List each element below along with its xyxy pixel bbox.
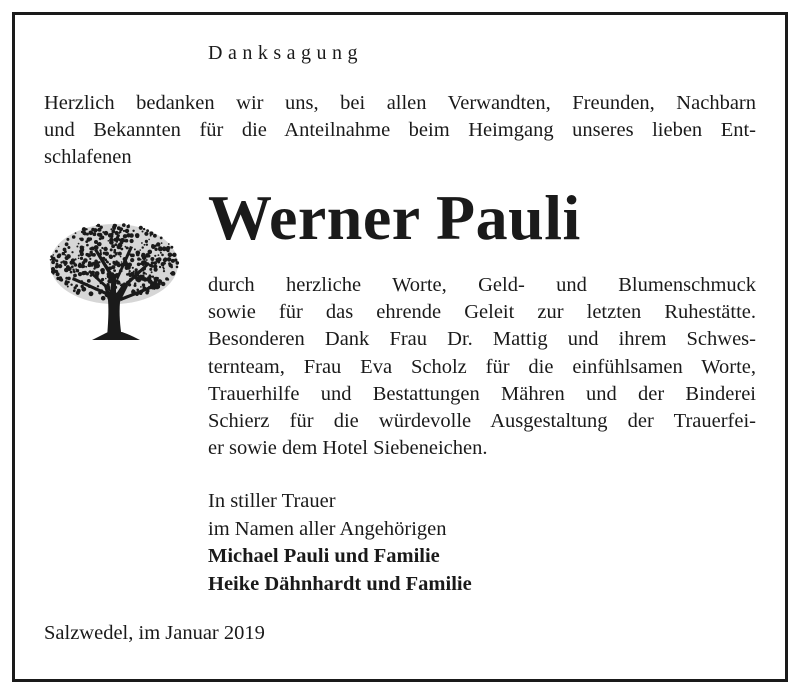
intro-paragraph	[44, 90, 756, 171]
body-line: ternteam, Frau Eva Scholz für die einfühlsamen Worte,	[208, 355, 756, 378]
body-line: er sowie dem Hotel Siebeneichen.	[208, 437, 488, 460]
family-name: Michael Pauli und Familie	[208, 545, 440, 567]
family-name: Heike Dähnhardt und Familie	[208, 572, 472, 595]
intro-line: schlafenen	[44, 146, 132, 168]
intro-line: und Bekannten für die Anteilnahme beim Heimgang unseres lieben Ent-	[44, 119, 756, 141]
closing-line: In stiller Trauer	[208, 490, 336, 512]
body-line: Besonderen Dank Frau Dr. Mattig und ihrem Schwes-	[208, 328, 756, 351]
deceased-name: Werner Pauli	[208, 182, 581, 253]
closing-line: im Namen aller Angehörigen	[208, 517, 447, 540]
place-date: Salzwedel, im Januar 2019	[44, 622, 265, 644]
body-line: Trauerhilfe und Bestattungen Mähren und der Binderei	[208, 382, 756, 405]
body-line: Schierz für die würdevolle Ausgestaltung der Trauerfei-	[208, 410, 756, 433]
body-line: durch herzliche Worte, Geld- und Blumenschmuck	[208, 274, 756, 296]
closing-block	[208, 488, 472, 598]
tree-icon	[44, 216, 184, 346]
body-paragraph	[208, 272, 756, 462]
body-line: sowie für das ehrende Geleit zur letzten Ruhestätte.	[208, 301, 756, 324]
notice-heading: Danksagung	[208, 42, 363, 64]
intro-line: Herzlich bedanken wir uns, bei allen Verwandten, Freunden, Nachbarn	[44, 92, 756, 114]
